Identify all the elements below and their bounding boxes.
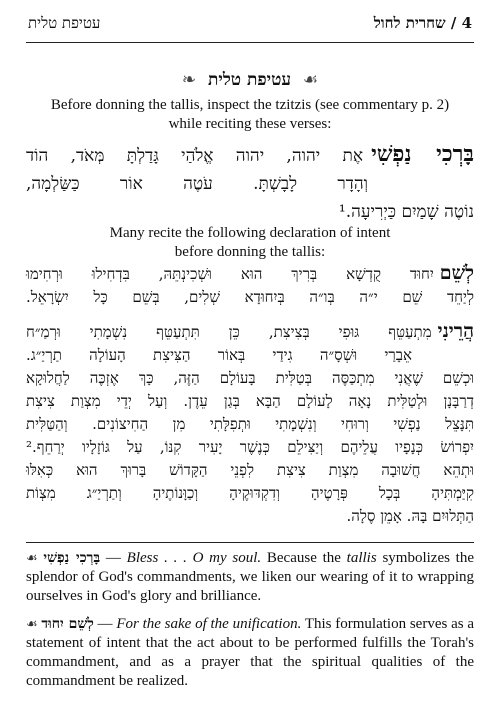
commentary-translation: Bless . . . O my soul. xyxy=(126,550,262,566)
commentary-dash: — xyxy=(100,550,127,566)
header-page-title: 4 / שחרית לחול xyxy=(373,14,472,32)
instruction-line: while reciting these verses: xyxy=(168,116,332,132)
leshem-yichud-paragraph xyxy=(26,262,474,309)
running-header xyxy=(28,14,472,36)
commentary-rule xyxy=(26,542,474,543)
leshem-line: לְיַחֵד שֵׁם י״ה בְּו״ה בְּיִחוּדָא שְׁלִים, בְּשֵׁם כָּל יִשְׂרָאֵל. xyxy=(26,288,474,306)
verse-lead-word: בָּרְכִי נַפְשִׁי xyxy=(371,141,474,167)
commentary-heading: בָּרְכִי נַפְשִׁי xyxy=(43,550,101,566)
commentary-note-leshem xyxy=(26,614,474,691)
commentary-heading: לְשֵׁם יִחוּד xyxy=(41,616,94,632)
hareini-line: הַתְּלוּיִם בָּהּ. אָמֵן סֶלָה. xyxy=(346,507,474,525)
hareini-line: וּכְשֵׁם שֶׁאֲנִי מִתְכַּסֶּה בְּטַלִּית בָּעוֹלָם הַזֶּה, כָּךְ אֶזְכֶּה לַחֲלוּקָא xyxy=(26,369,474,387)
instruction-line: before donning the tallis: xyxy=(174,244,326,260)
leshem-line xyxy=(26,262,474,286)
hareini-line: יִפְרוֹשׂ כְּנָפָיו עֲלֵיהֶם וְיַצִּילֵם כְּנֶשֶׁר יָעִיר קִנּוֹ, עַל גּוֹזָלָיו יְרַחֵף.² xyxy=(26,438,474,456)
hareini-text: מִתְעַטֵּף גּוּפִי בְּצִיצִת, כֵּן תִּתְעַטֵּף נִשְׁמָתִי וּרְמַ״ח xyxy=(26,323,432,341)
hareini-paragraph xyxy=(26,320,474,528)
ornament-right-icon: ☙ xyxy=(302,70,319,90)
hareini-line: קִיַּמְתִּיהָ בְּכָל פְּרָטֶיהָ וְדִקְדּוּקֶיהָ וְכַוָּנוֹתֶיהָ וְתַרְיַ״ג מִצְוֹת xyxy=(26,484,474,502)
instruction-line: Many recite the following declaration of intent xyxy=(109,225,391,241)
hareini-line: אֵבָרַי וּשְׁסָ״ה גִידַי בְּאוֹר הַצִּיצִת הָעוֹלָה תַרְיַ״ג. xyxy=(26,346,412,364)
hareini-line: דְרַבָּנָן וּלְטַלִּית נָאָה לָעוֹלָם הַבָּא בְּגַן עֵדֶן. וְעַל יְדֵי מִצְוַת צִיצִת xyxy=(26,392,474,410)
commentary-text: symbolizes the splendor of God's commandments, we liken our wearing of it to wrapping ourselves in God's glory and brilliance. xyxy=(26,550,475,604)
instruction-tallis-inspect xyxy=(0,96,500,134)
commentary-text: This formulation serves as a statement of intent that the act about to be performed fulfills the Torah's commandment, and as a prayer that the spiritual qualities of the commandment be realized. xyxy=(26,616,475,689)
header-section-title: עטיפת טלית xyxy=(28,14,101,32)
instruction-line: Before donning the tallis, inspect the tzitzis (see commentary p. 2) xyxy=(50,97,450,113)
ornament-left-icon: ❧ xyxy=(181,70,197,90)
commentary-text: Because the xyxy=(261,550,341,566)
verse-line: נוֹטֶה שָׁמַיִם כַּיְרִיעָה.¹ xyxy=(338,202,474,222)
leaf-icon: ☙ xyxy=(26,616,38,631)
leshem-text: יִחוּד קֻדְשָׁא בְּרִיךְ הוּא וּשְׁכִינְתֵּהּ, בִּדְחִילוּ וּרְחִימוּ xyxy=(26,265,434,283)
verse-text: אֶת יהוה, יהוה אֱלֹהַי גָּדַלְתָּ מְּאֹד, הוֹד xyxy=(26,146,364,166)
hareini-line: תִּנָּצֵל נַפְשִׁי וְרוּחִי וְנִשְׁמָתִי וּתְפִלָּתִי מִן הַחִיצוֹנִים. וְהַטַּלִּית xyxy=(26,415,474,433)
hareini-line xyxy=(26,320,474,344)
commentary-note-barchi xyxy=(26,548,474,606)
instruction-declaration xyxy=(0,224,500,262)
section-title xyxy=(0,70,500,90)
hareini-lead-word: הֲרֵינִי xyxy=(437,320,474,342)
commentary-translation: For the sake of the unification. xyxy=(116,616,302,632)
header-rule xyxy=(26,42,474,43)
commentary-dash: — xyxy=(93,616,117,632)
verse-barchi-nafshi xyxy=(26,140,474,226)
verse-line: וְהָדָר לָבָשְׁתָּ. עֹטֶה אוֹר כַּשַּׂלְמָה, xyxy=(26,174,368,194)
commentary-term: tallis xyxy=(340,550,377,566)
leshem-lead-word: לְשֵׁם xyxy=(439,262,474,284)
verse-line xyxy=(26,140,474,170)
leaf-icon: ☙ xyxy=(26,550,38,565)
section-title-text: עטיפת טלית xyxy=(208,70,291,90)
hareini-line: וּתְהֵא חֲשׁוּבָה מִצְוַת צִיצִת לִפְנֵי הַקָּדוֹשׁ בָּרוּךְ הוּא כְּאִלּוּ xyxy=(26,461,474,479)
